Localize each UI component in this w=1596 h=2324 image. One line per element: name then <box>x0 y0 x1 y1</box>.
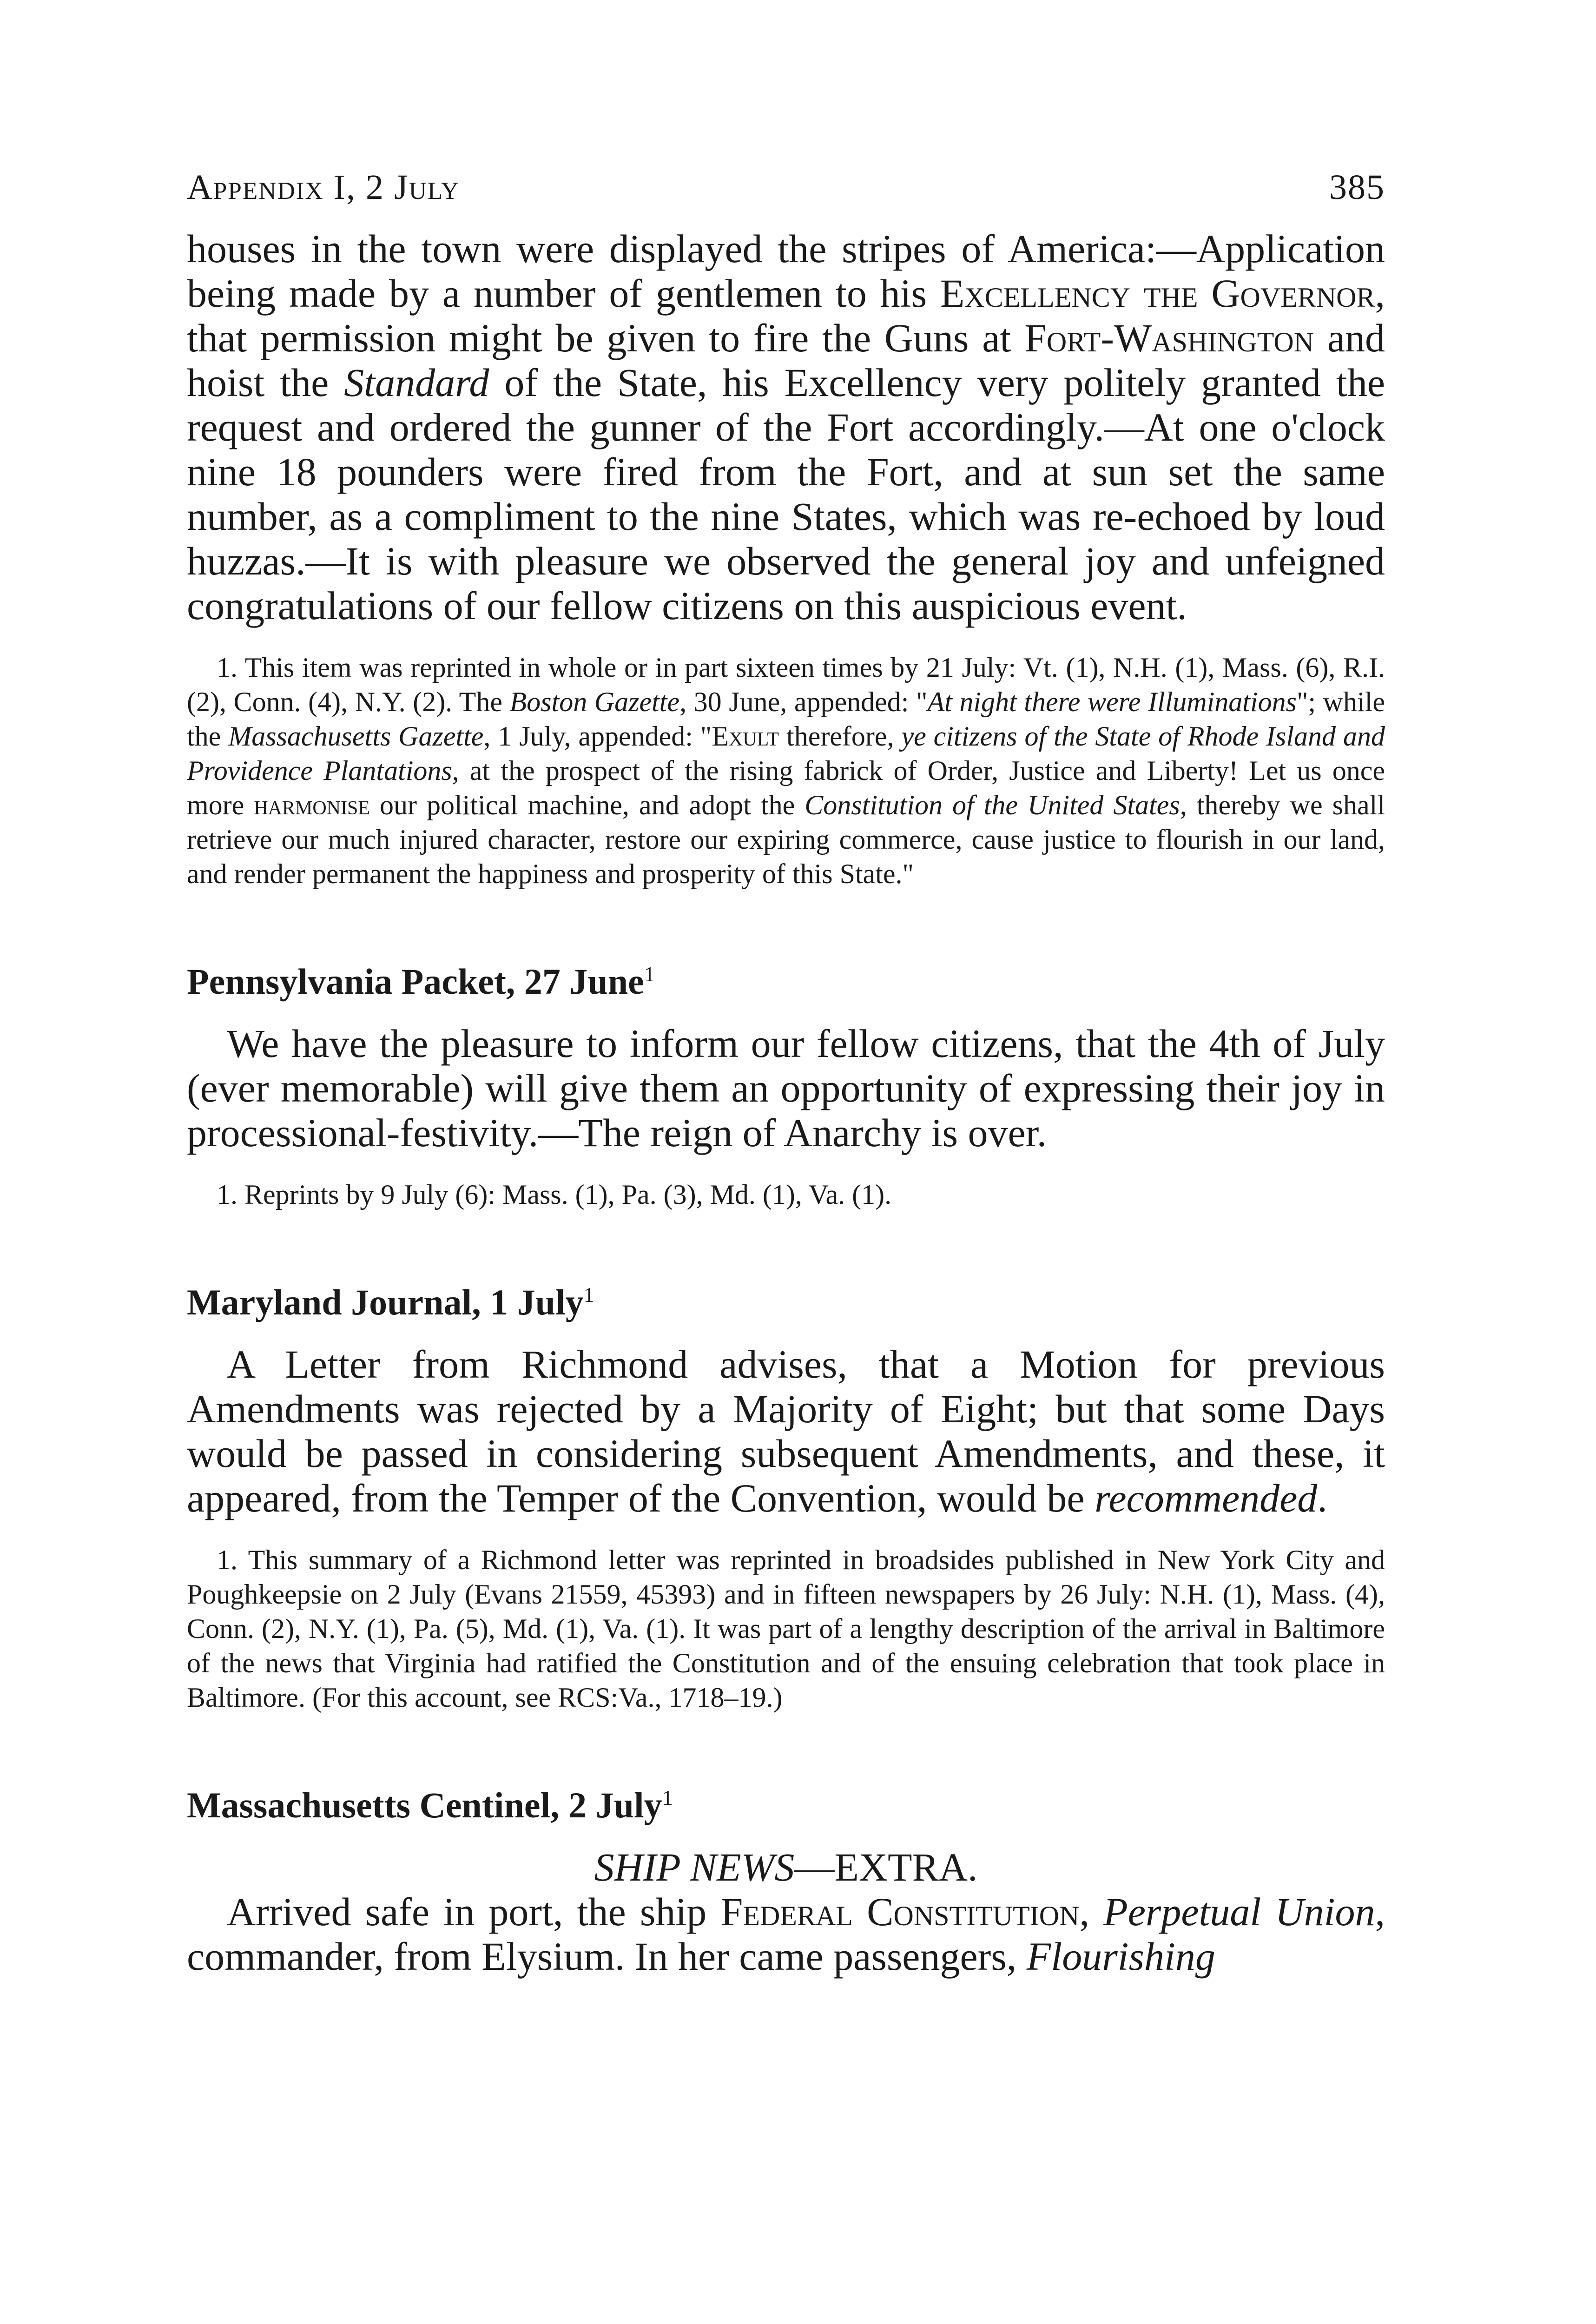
text-run-italic: Constitution of the United States <box>805 790 1180 820</box>
section-paragraph: We have the pleasure to inform our fellow citizens, that the 4th of July (ever memorable) will give them an opportunity of expressing their joy in processional-festivity.—The reign of Anarchy is over. <box>187 1021 1385 1155</box>
footnote-marker: 1 <box>583 1283 594 1307</box>
text-run: , <box>1079 1889 1104 1934</box>
heading-text: Maryland Journal, 1 July <box>187 1282 584 1322</box>
text-run: Arrived safe in port, the ship <box>227 1889 721 1934</box>
text-run-smallcaps: Exult <box>712 721 779 752</box>
continued-paragraph <box>187 226 1385 628</box>
text-run-italic: At night there were Illuminations <box>927 687 1297 717</box>
section-heading <box>187 1281 1385 1323</box>
section-heading <box>187 1784 1385 1826</box>
text-run: . <box>1317 1476 1327 1520</box>
text-run: , at the prospect of the rising fabrick of Order, Justice and Liberty! Let us once more <box>187 755 1385 820</box>
footnote <box>187 650 1385 891</box>
text-run-smallcaps: Fort-Washington <box>1024 316 1314 360</box>
section-heading <box>187 961 1385 1003</box>
text-run: , that permission might be given to fire the Guns at <box>187 271 1385 360</box>
text-run-italic: recommended <box>1095 1476 1318 1520</box>
footnote-marker: 1 <box>644 962 655 986</box>
text-run: our political machine, and adopt the <box>370 790 805 820</box>
text-run: A Letter from Richmond advises, that a Motion for previous Amendments was rejected by a Majority of Eight; but that some Days would be passed in considering subsequent Amendments, and these, it appeared, from the Temper of the Convention, would be <box>187 1342 1385 1520</box>
text-run-smallcaps: harmonise <box>254 790 370 820</box>
footnote: 1. Reprints by 9 July (6): Mass. (1), Pa. (3), Md. (1), Va. (1). <box>217 1179 892 1210</box>
document-page <box>187 167 1385 1979</box>
section-paragraph <box>187 1889 1385 1979</box>
text-run-smallcaps: Excellency the Governor <box>940 271 1375 316</box>
text-run: , commander, from Elysium. In her came passengers, <box>187 1889 1385 1979</box>
heading-text: Massachusetts Centinel, 2 July <box>187 1785 662 1825</box>
text-run: therefore, <box>779 721 902 752</box>
text-run-italic: Standard <box>344 360 489 405</box>
text-run: and hoist the <box>187 316 1385 405</box>
text-run: , 30 June, appended: " <box>679 687 928 717</box>
text-run-italic: Massachusetts Gazette <box>228 721 484 752</box>
text-run-smallcaps: Federal Constitution <box>720 1889 1080 1934</box>
text-run: "; while the <box>187 687 1385 752</box>
text-run: 1. This item was reprinted in whole or in part sixteen times by 21 July: Vt. (1), N.H. (1), Mass. (6), R.I. (2), Conn. (4), N.Y. (2). The <box>187 652 1385 717</box>
text-run-italic: ye citizens of the State of Rhode Island and Providence Plantations <box>187 721 1385 786</box>
text-run-italic: Perpetual Union <box>1103 1889 1375 1934</box>
running-head <box>187 167 1385 208</box>
text-run-italic: Boston Gazette <box>509 687 680 717</box>
ship-news-title <box>187 1845 1385 1889</box>
text-run-italic: Flourishing <box>1026 1934 1215 1979</box>
footnote: 1. This summary of a Richmond letter was reprinted in broadsides published in New York City and Poughkeepsie on 2 July (Evans 21559, 45393) and in fifteen newspapers by 26 July: N.H. (1), Mass. (4), Conn. (2), N.Y. (1), Pa. (5), Md. (1), Va. (1). It was part of a lengthy description of the arrival in Baltimore of the news that Virginia had ratified the Constitution and of the ensuing celebration that took place in Baltimore. (For this account, see RCS:Va., 1718–19.) <box>187 1545 1385 1713</box>
text-run: houses in the town were displayed the stripes of America:—Application being made by a number of gentlemen to his <box>187 226 1385 316</box>
section-paragraph <box>187 1342 1385 1520</box>
text-run: —EXTRA. <box>794 1845 978 1889</box>
text-run: , thereby we shall retrieve our much injured character, restore our expiring commerce, cause justice to flourish in our land, and render permanent the happiness and prosperity of this State." <box>187 790 1385 889</box>
text-run-italic: SHIP NEWS <box>594 1845 795 1889</box>
page-number: 385 <box>1329 168 1385 207</box>
heading-text: Pennsylvania Packet, 27 June <box>187 961 644 1002</box>
running-head-title: Appendix I, 2 July <box>187 168 460 207</box>
text-run: , 1 July, appended: " <box>483 721 712 752</box>
footnote-marker: 1 <box>662 1786 673 1809</box>
text-run: of the State, his Excellency very politely granted the request and ordered the gunner of the Fort accordingly.—At one o'clock nine 18 pounders were fired from the Fort, and at sun set the same number, as a compliment to the nine States, which was re-echoed by loud huzzas.—It is with pleasure we observed the general joy and unfeigned congratulations of our fellow citizens on this auspicious event. <box>187 360 1385 628</box>
